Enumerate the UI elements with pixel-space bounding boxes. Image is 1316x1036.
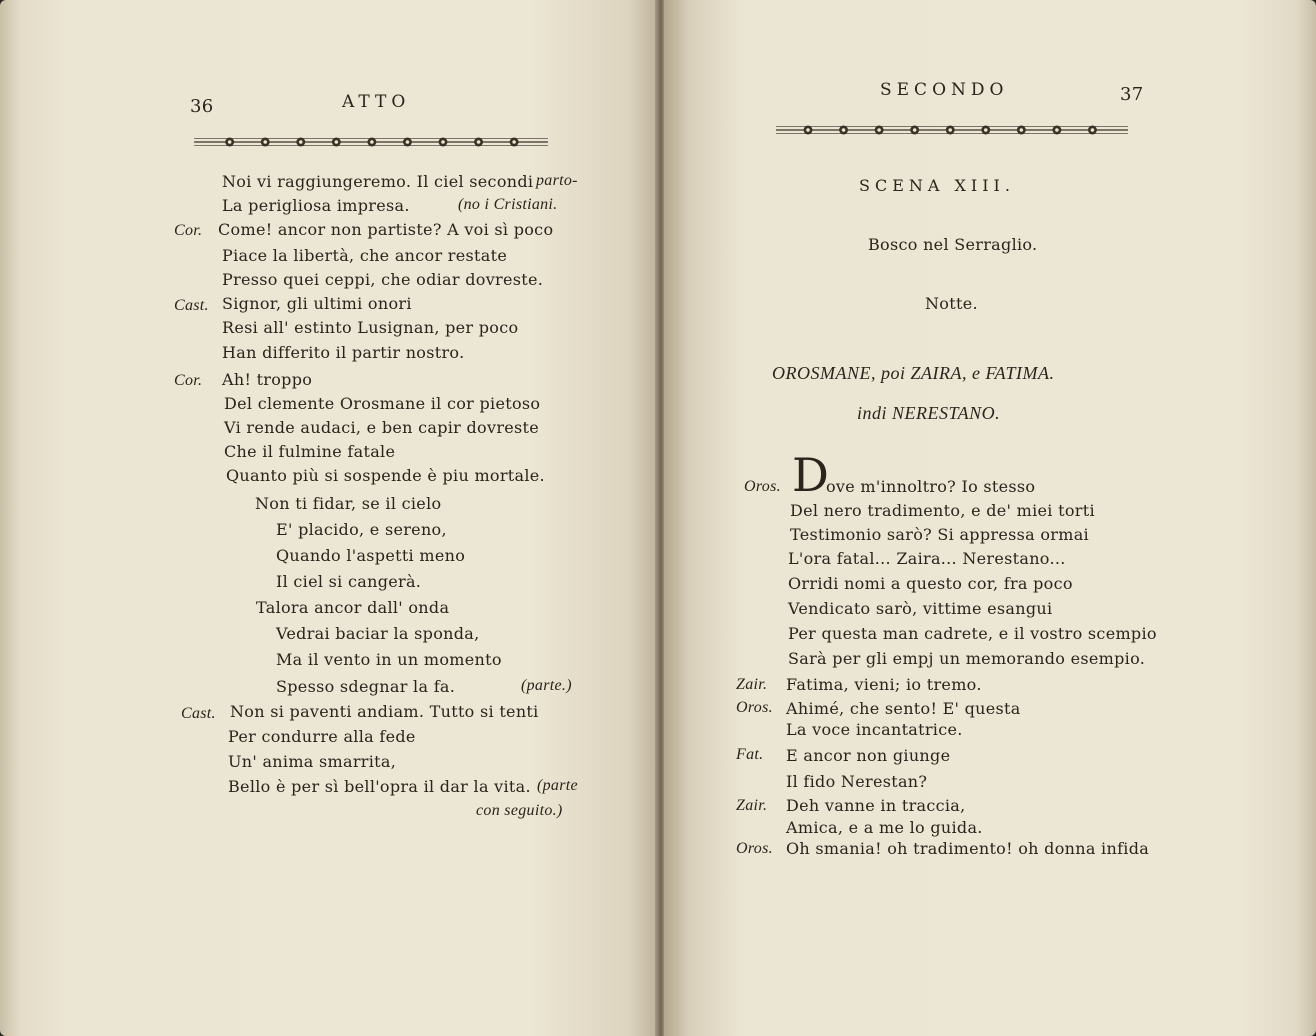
verse-line: Per questa man cadrete, e il vostro scempio <box>788 624 1157 643</box>
verse-line: La perigliosa impresa. <box>222 196 410 215</box>
verse-line: Vendicato sarò, vittime esangui <box>788 599 1053 618</box>
verse-line: Spesso sdegnar la fa. <box>276 677 456 696</box>
verse-line: Presso quei ceppi, che odiar dovreste. <box>222 270 544 289</box>
verse-line: Noi vi raggiungeremo. Il ciel secondi <box>222 172 534 191</box>
verse-line: Amica, e a me lo guida. <box>786 818 983 837</box>
verse-line: Han differito il partir nostro. <box>222 343 465 362</box>
scene-time: Notte. <box>925 294 978 313</box>
verse-line: Vi rende audaci, e ben capir dovreste <box>224 418 540 437</box>
right-page <box>664 0 1316 1036</box>
verse-line: Quanto più si sospende è piu mortale. <box>226 466 545 485</box>
speaker-label: Oros. <box>736 699 773 716</box>
speaker-label: Cor. <box>174 372 203 389</box>
verse-line: Ah! troppo <box>222 370 313 389</box>
verse-line: Sarà per gli empj un memorando esempio. <box>788 649 1146 668</box>
stage-direction: parto- <box>536 172 578 189</box>
page-number-right: 37 <box>1120 84 1144 105</box>
speaker-label: Oros. <box>736 840 773 857</box>
speaker-label: Fat. <box>736 746 764 763</box>
verse-line: Un' anima smarrita, <box>228 752 397 771</box>
verse-line: Che il fulmine fatale <box>224 442 396 461</box>
ornament-rule-left <box>172 134 570 150</box>
verse-line: Resi all' estinto Lusignan, per poco <box>222 318 519 337</box>
verse-line: Il ciel si cangerà. <box>276 572 422 591</box>
verse-line: Signor, gli ultimi onori <box>222 294 412 313</box>
verse-line: Orridi nomi a questo cor, fra poco <box>788 574 1073 593</box>
verse-line: Talora ancor dall' onda <box>256 598 450 617</box>
verse-line: L'ora fatal... Zaira... Nerestano... <box>788 549 1066 568</box>
verse-line: Quando l'aspetti meno <box>276 546 466 565</box>
drop-cap: D <box>792 448 829 502</box>
speaker-label: Oros. <box>744 478 781 495</box>
stage-direction: (parte.) <box>521 677 572 694</box>
scene-setting: Bosco nel Serraglio. <box>868 235 1038 254</box>
running-head-left: ATTO <box>342 92 411 112</box>
characters-line: OROSMANE, poi ZAIRA, e FATIMA. <box>772 363 1055 383</box>
verse-line: Ma il vento in un momento <box>276 650 502 669</box>
speaker-label: Cor. <box>174 222 203 239</box>
verse-line: Del clemente Orosmane il cor pietoso <box>224 394 541 413</box>
stage-direction: (parte <box>537 777 578 794</box>
verse-line: Ahimé, che sento! E' questa <box>786 699 1021 718</box>
verse-line: E ancor non giunge <box>786 746 951 765</box>
verse-line: Bello è per sì bell'opra il dar la vita. <box>228 777 531 796</box>
speaker-label: Zair. <box>736 676 768 693</box>
verse-line: Non si paventi andiam. Tutto si tenti <box>230 702 539 721</box>
stage-direction: (no i Cristiani. <box>458 196 558 213</box>
verse-line: Il fido Nerestan? <box>786 772 928 791</box>
verse-line: Fatima, vieni; io tremo. <box>786 675 982 694</box>
verse-line: Deh vanne in traccia, <box>786 796 966 815</box>
speaker-label: Cast. <box>181 705 216 722</box>
verse-line: Come! ancor non partiste? A voi sì poco <box>218 220 554 239</box>
verse-line: Piace la libertà, che ancor restate <box>222 246 508 265</box>
verse-line: Per condurre alla fede <box>228 727 416 746</box>
running-head-right: SECONDO <box>880 80 1009 100</box>
verse-line: Non ti fidar, se il cielo <box>255 494 442 513</box>
page-number-left: 36 <box>190 96 214 117</box>
verse-line: Testimonio sarò? Si appressa ormai <box>790 525 1089 544</box>
stage-direction: con seguito.) <box>476 802 563 819</box>
verse-line: Oh smania! oh tradimento! oh donna infida <box>786 839 1150 858</box>
characters-line: indi NERESTANO. <box>857 403 1001 423</box>
verse-line: E' placido, e sereno, <box>276 520 447 539</box>
verse-line: Vedrai baciar la sponda, <box>276 624 480 643</box>
verse-line: La voce incantatrice. <box>786 720 963 739</box>
speaker-label: Zair. <box>736 797 768 814</box>
speaker-label: Cast. <box>174 297 209 314</box>
ornament-rule-right <box>754 122 1150 138</box>
verse-line: Del nero tradimento, e de' miei torti <box>790 501 1095 520</box>
scene-title: SCENA XIII. <box>859 176 1015 195</box>
verse-line: ove m'innoltro? Io stesso <box>826 477 1036 496</box>
